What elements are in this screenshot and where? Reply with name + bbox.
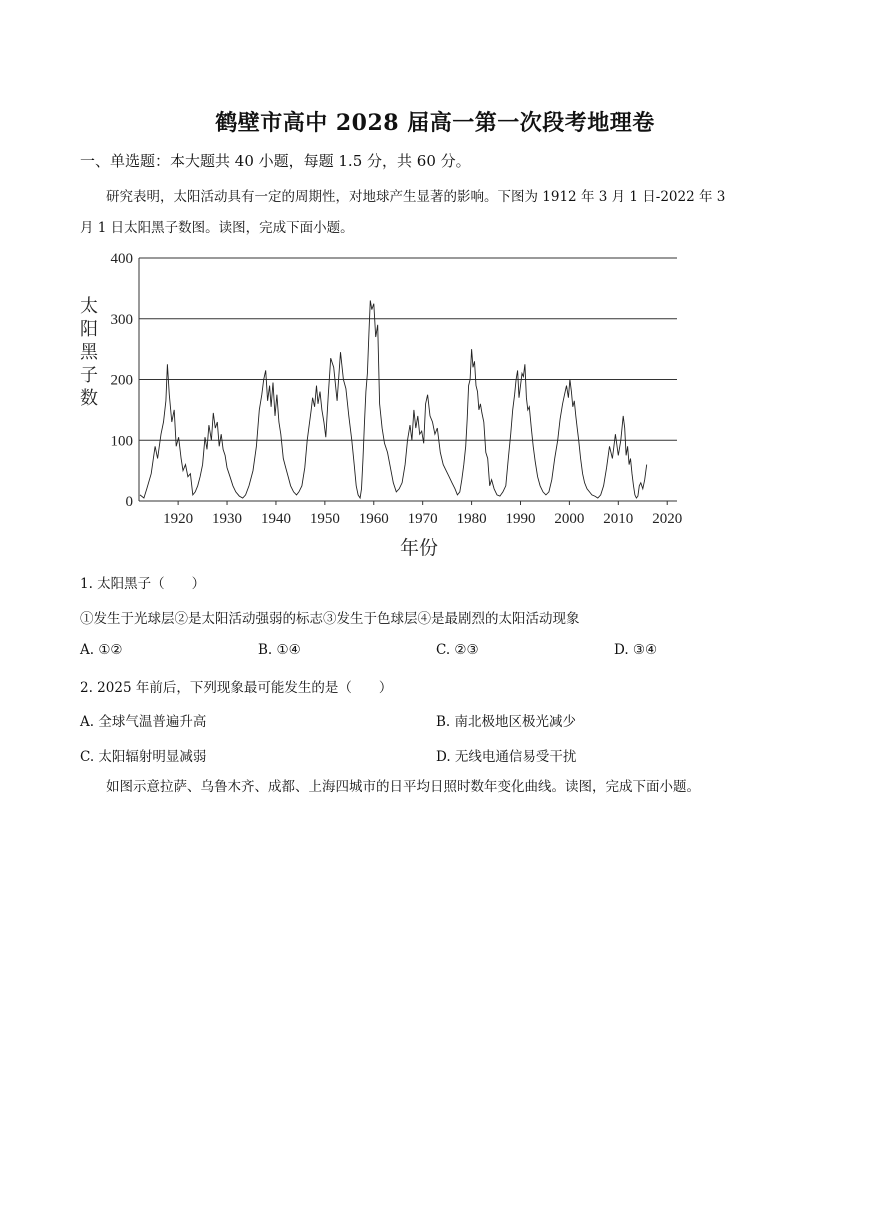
question-2-option-c[interactable]: C. 太阳辐射明显减弱 <box>80 749 207 765</box>
x-tick-label-1980: 1980 <box>456 511 487 527</box>
y-axis-label-char: 阳 <box>80 319 98 339</box>
question-1-option-d[interactable]: D. ③④ <box>614 642 658 658</box>
page-title: 鹤壁市高中 2028 届高一第一次段考地理卷 <box>215 110 655 136</box>
x-tick-label-2010: 2010 <box>603 511 634 527</box>
x-tick-label-1920: 1920 <box>163 511 194 527</box>
sunspot-chart <box>76 246 696 566</box>
sunspot-series-line <box>140 301 647 499</box>
x-tick-label-1960: 1960 <box>358 511 389 527</box>
x-tick-label-1950: 1950 <box>309 511 340 527</box>
question-2-option-a[interactable]: A. 全球气温普遍升高 <box>80 714 207 730</box>
x-axis-label: 年份 <box>399 538 439 559</box>
y-tick-label-0: 0 <box>125 494 133 510</box>
intro-line-1: 研究表明，太阳活动具有一定的周期性，对地球产生显著的影响。下图为 1912 年 3 月 1 日-2022 年 3 <box>106 189 726 205</box>
intro-2: 如图示意拉萨、乌鲁木齐、成都、上海四城市的日平均日照时数年变化曲线。读图，完成下面小题。 <box>106 779 700 795</box>
y-tick-label-200: 200 <box>110 372 133 389</box>
y-axis-label-char: 太 <box>80 296 98 316</box>
y-tick-label-400: 400 <box>110 251 133 267</box>
x-tick-label-1990: 1990 <box>505 511 536 527</box>
question-1-option-a[interactable]: A. ①② <box>80 642 123 658</box>
question-2-option-d[interactable]: D. 无线电通信易受干扰 <box>436 749 577 765</box>
y-tick-label-300: 300 <box>110 311 133 328</box>
question-2-option-b[interactable]: B. 南北极地区极光减少 <box>436 714 577 730</box>
intro-line-2: 月 1 日太阳黑子数图。读图，完成下面小题。 <box>80 220 354 236</box>
x-tick-label-2020: 2020 <box>652 511 683 527</box>
y-axis-label-char: 黑 <box>80 342 98 362</box>
x-tick-label-2000: 2000 <box>554 511 585 527</box>
y-tick-label-100: 100 <box>110 433 133 450</box>
y-axis-label-char: 数 <box>80 388 98 408</box>
x-tick-label-1930: 1930 <box>212 511 243 527</box>
x-tick-label-1970: 1970 <box>407 511 438 527</box>
question-2-stem: 2. 2025 年前后，下列现象最可能发生的是（ ） <box>80 680 393 696</box>
question-1-option-b[interactable]: B. ①④ <box>258 642 301 658</box>
y-axis-label-char: 子 <box>80 365 98 385</box>
section-heading: 一、单选题：本大题共 40 小题，每题 1.5 分，共 60 分。 <box>80 152 471 170</box>
question-1-statements: ①发生于光球层②是太阳活动强弱的标志③发生于色球层④是最剧烈的太阳活动现象 <box>80 611 580 627</box>
question-1-option-c[interactable]: C. ②③ <box>436 642 479 658</box>
x-tick-label-1940: 1940 <box>260 511 291 527</box>
question-1-stem: 1. 太阳黑子（ ） <box>80 576 206 592</box>
